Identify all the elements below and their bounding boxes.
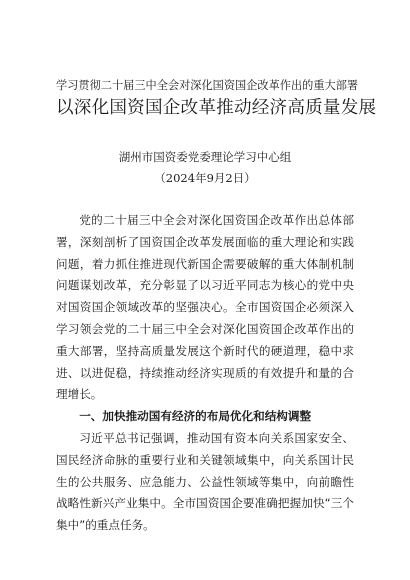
body-paragraph: 党的二十届三中全会对深化国资国企改革作出总体部署，深刻剖析了国资国企改革发展面临的重大理论和实践问题，着力抓住推进现代新国企需要破解的重大体制机制问题谋划改革，充分彰显了以习近平同志为核心的党中央对国资国企领域改革的坚强决心。全市国资国企必须深入学习领会党的二十届三中全会对深化国资国企改革作出的重大部署，坚持高质量发展这个新时代的硬道理，稳中求进、以进促稳，持续推动经济实现质的有效提升和量的合理增长。 xyxy=(56,213,354,402)
document-author: 湖州市国资委党委理论学习中心组 xyxy=(118,150,292,164)
document-title: 以深化国资国企改革推动经济高质量发展 xyxy=(56,98,377,118)
document-body xyxy=(56,210,354,537)
document-subtitle: 学习贯彻二十届三中全会对深化国资国企改革作出的重大部署 xyxy=(56,79,359,92)
body-paragraph: 习近平总书记强调，推动国有资本向关系国家安全、国民经济命脉的重要行业和关键领域集中，向关系国计民生的公共服务、应急能力、公益性领域等集中，向前瞻性战略性新兴产业集中。全市国资国企要准确把握加快“三个集中”的重点任务。 xyxy=(56,430,354,533)
document-date: （2024年9月2日） xyxy=(154,171,256,185)
section-heading: 一、加快推动国有经济的布局优化和结构调整 xyxy=(79,409,312,424)
